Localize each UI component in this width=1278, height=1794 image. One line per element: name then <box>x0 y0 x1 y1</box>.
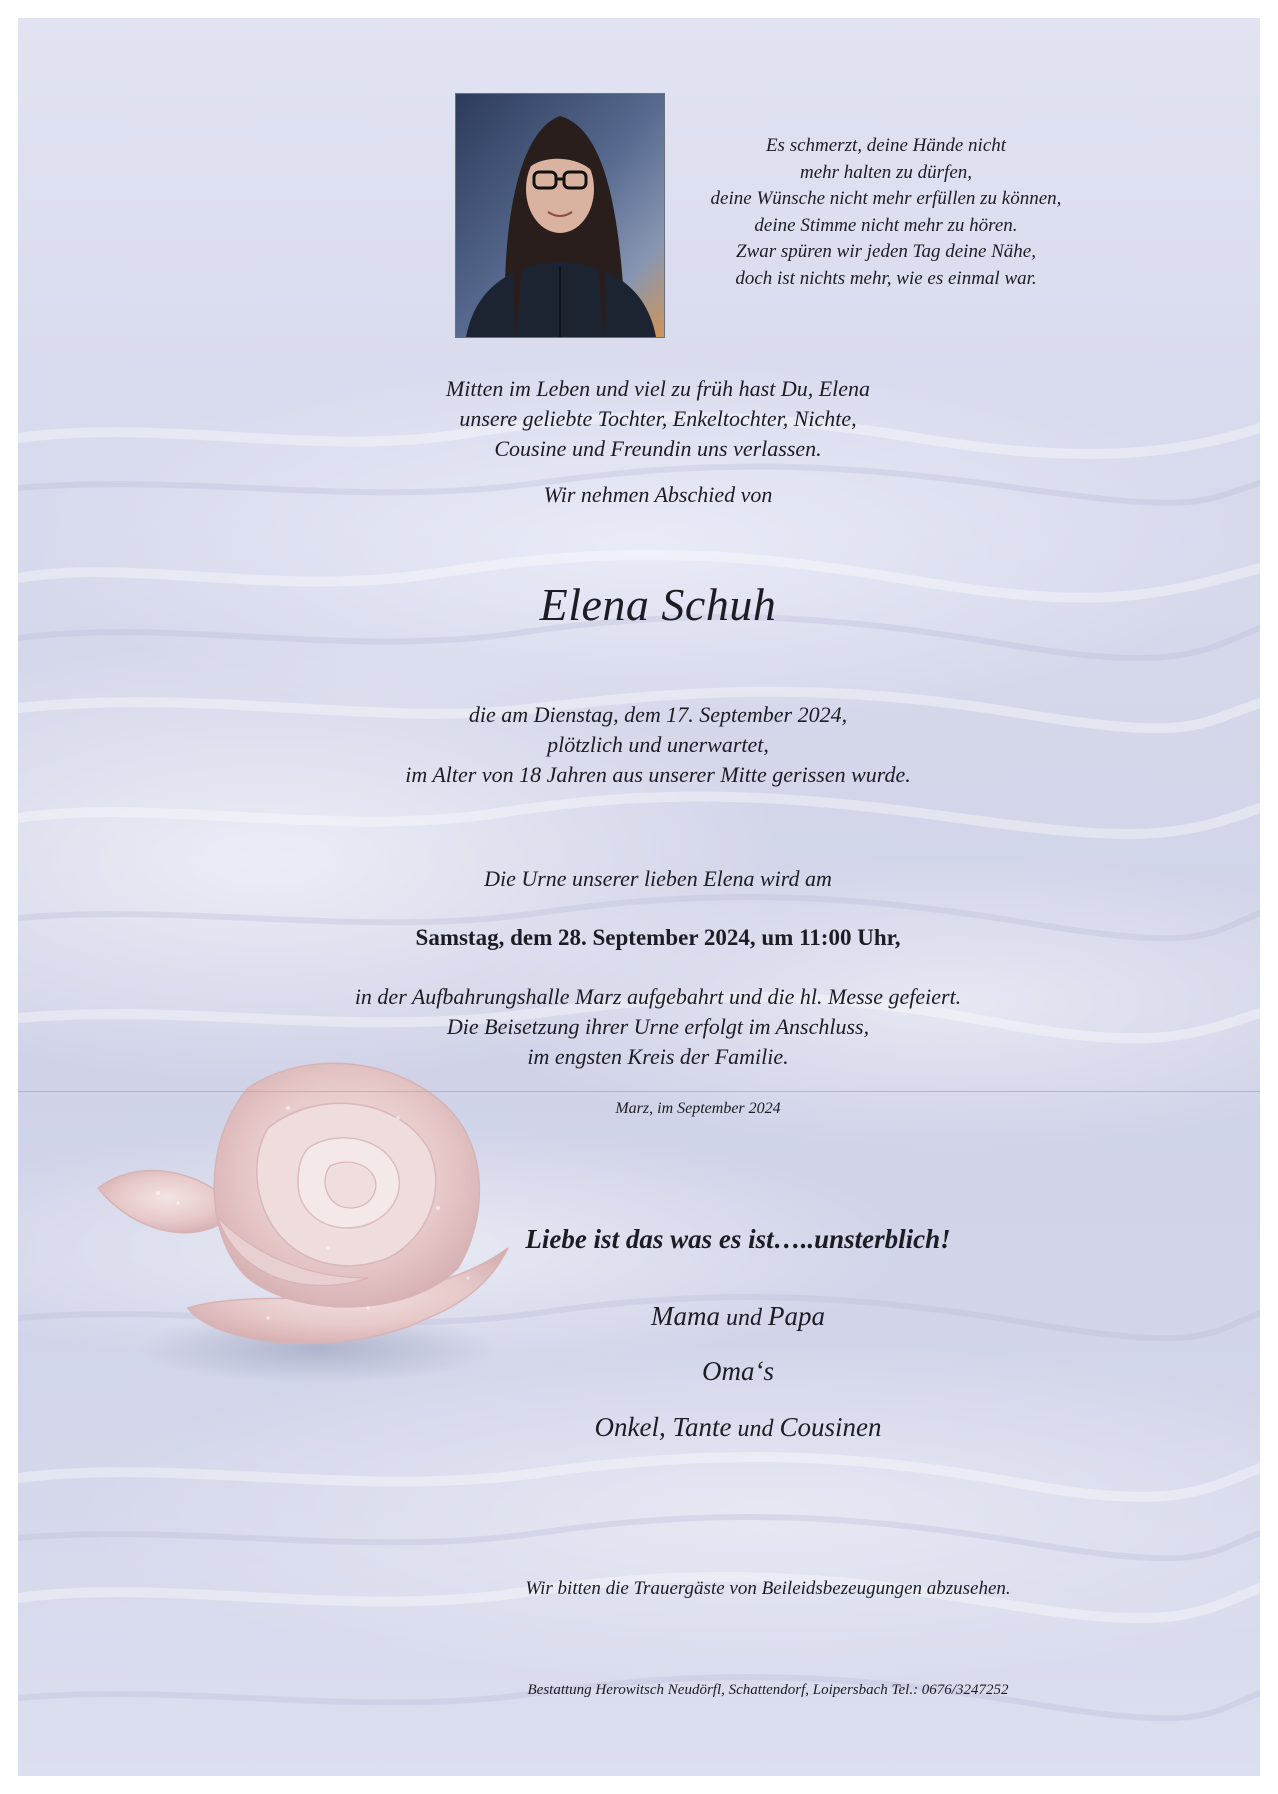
ceremony-date: Samstag, dem 28. September 2024, um 11:00 Uhr, <box>415 925 901 950</box>
mourner: Cousinen <box>779 1412 882 1442</box>
mourners-relatives <box>538 1412 938 1443</box>
mourners-grandmothers: Oma‘s <box>702 1356 774 1386</box>
conjunction: und <box>731 1416 780 1442</box>
poem-line: Zwar spüren wir jeden Tag deine Nähe, <box>736 241 1036 262</box>
mourner: Mama <box>651 1301 720 1331</box>
urn-line: Die Urne unserer lieben Elena wird am <box>484 866 832 891</box>
condolence-request: Wir bitten die Trauergäste von Beileidsbezeugungen abzusehen. <box>525 1578 1011 1599</box>
ceremony-line: im engsten Kreis der Familie. <box>527 1044 789 1069</box>
intro-line: unsere geliebte Tochter, Enkeltochter, Nichte, <box>459 406 857 431</box>
mourner: Onkel, Tante <box>594 1412 732 1442</box>
mourners-parents <box>538 1301 938 1332</box>
farewell-line: Wir nehmen Abschied von <box>543 482 773 507</box>
obituary-page <box>18 18 1260 1776</box>
death-line: die am Dienstag, dem 17. September 2024, <box>468 702 848 727</box>
ceremony-line: in der Aufbahrungshalle Marz aufgebahrt und die hl. Messe gefeiert. <box>354 984 962 1009</box>
conjunction: und <box>720 1305 768 1331</box>
death-line: im Alter von 18 Jahren aus unserer Mitte gerissen wurde. <box>405 762 911 787</box>
death-line: plötzlich und unerwartet, <box>547 732 769 757</box>
poem-line: mehr halten zu dürfen, <box>799 161 973 183</box>
undertaker-info: Bestattung Herowitsch Neudörfl, Schattendorf, Loipersbach Tel.: 0676/3247252 <box>527 1682 1009 1698</box>
poem-line: Es schmerzt, deine Hände nicht <box>765 135 1007 156</box>
intro-line: Cousine und Freundin uns verlassen. <box>494 436 822 461</box>
ceremony-line: Die Beisetzung ihrer Urne erfolgt im Anschluss, <box>446 1014 870 1039</box>
poem-line: doch ist nichts mehr, wie es einmal war. <box>735 267 1037 289</box>
portrait-photo <box>455 93 665 338</box>
deceased-name: Elena Schuh <box>539 579 777 630</box>
motto: Liebe ist das was es ist…..unsterblich! <box>525 1224 951 1254</box>
poem-line: deine Stimme nicht mehr zu hören. <box>754 214 1018 236</box>
intro-text <box>368 374 948 464</box>
place-date: Marz, im September 2024 <box>615 1100 781 1117</box>
poem-line: deine Wünsche nicht mehr erfüllen zu können, <box>710 188 1062 209</box>
rose-image <box>68 1048 528 1388</box>
intro-line: Mitten im Leben und viel zu früh hast Du, Elena <box>445 376 871 401</box>
mourner: Papa <box>768 1301 825 1331</box>
fold-line <box>18 1091 1260 1092</box>
death-notice <box>348 700 968 790</box>
poem <box>676 133 1096 292</box>
